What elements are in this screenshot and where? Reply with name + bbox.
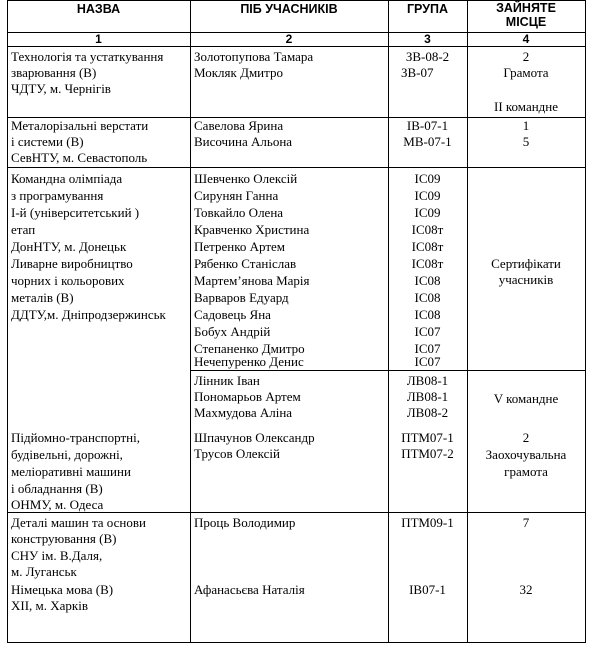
participant-name: Товкайло Олена (194, 205, 284, 220)
grid-line (467, 0, 468, 643)
participant-name: Проць Володимир (194, 515, 296, 530)
grid-line (7, 0, 8, 643)
place-value: Сертифікати (491, 256, 561, 271)
section-name-line: м. Луганськ (11, 564, 77, 579)
group-code: ПТМ07-1 (401, 430, 454, 445)
column-number: 1 (95, 32, 102, 46)
participant-name: Сирунян Ганна (194, 188, 279, 203)
place-value: 2 (522, 430, 530, 445)
section-name-line: металів (В) (11, 290, 74, 305)
place-value: учасників (498, 272, 554, 287)
section-name-line: І-й (університетський ) (11, 205, 140, 220)
participant-name: Садовець Яна (194, 307, 271, 322)
place-value: ІІ командне (493, 99, 559, 114)
group-code: ІС08 (414, 307, 441, 322)
column-number: 2 (285, 32, 293, 46)
header-group: ГРУПА (406, 2, 449, 16)
grid-line (190, 370, 586, 371)
section-name-line: етап (11, 222, 36, 237)
section-name-line: і обладнання (В) (11, 481, 103, 496)
group-code: ЗВ-08-2 (405, 49, 450, 64)
section-name-line: ДДТУ,м. Дніпродзержинськ (11, 307, 166, 322)
group-code: ІС09 (414, 188, 441, 203)
group-code: ПТМ09-1 (401, 515, 454, 530)
section-name-line: і системи (В) (11, 134, 84, 149)
section-name-line: ДонНТУ, м. Донецьк (11, 239, 127, 254)
place-value: 7 (522, 515, 530, 530)
group-code: МВ-07-1 (403, 134, 452, 149)
group-code: ІС08т (411, 256, 444, 271)
group-code: ЗВ-07 (401, 65, 434, 80)
section-name-line: конструювання (В) (11, 531, 117, 546)
section-name-line: СевНТУ, м. Севастополь (11, 150, 148, 165)
group-code: ІС07 (414, 341, 441, 356)
group-code: ІС08т (411, 239, 444, 254)
participant-name: Бобух Андрій (194, 324, 271, 339)
section-name-line: Командна олімпіада (11, 171, 123, 186)
grid-line (7, 167, 586, 168)
participant-name: Афанасьєва Наталія (194, 582, 305, 597)
section-name-line: Технологія та устаткування (11, 49, 164, 64)
group-code: ІС08т (411, 222, 444, 237)
section-name-line: ОНМУ, м. Одеса (11, 497, 104, 512)
column-number: 3 (424, 32, 431, 46)
participant-name: Рябенко Станіслав (194, 256, 297, 271)
participant-name: Петренко Артем (194, 239, 286, 254)
section-name-line: чорних і кольорових (11, 273, 125, 288)
group-code: ПТМ07-2 (401, 446, 454, 461)
participant-name: Шпачунов Олександр (194, 430, 315, 445)
section-name-line: будівельні, дорожні, (11, 447, 123, 462)
section-name-line: Ливарне виробництво (11, 256, 133, 271)
participant-name: Мартем’янова Марія (194, 273, 310, 288)
participant-name: Височина Альона (194, 134, 293, 149)
participant-name: Мокляк Дмитро (194, 65, 283, 80)
place-value: 5 (522, 134, 530, 149)
section-name-line: зварювання (В) (11, 65, 97, 80)
group-code: ІС07 (414, 354, 441, 369)
place-value: Грамота (503, 65, 549, 80)
group-code: ІС08 (414, 290, 441, 305)
group-code: ІС08 (414, 273, 441, 288)
group-code: ЛВ08-1 (406, 373, 449, 388)
group-code: ЛВ08-1 (406, 389, 449, 404)
place-value: 2 (522, 49, 530, 64)
participant-name: Степаненко Дмитро (194, 341, 305, 356)
header-place-line1: ЗАЙНЯТЕ (496, 1, 556, 15)
place-value: V командне (493, 391, 559, 406)
participant-name: Пономарьов Артем (194, 389, 301, 404)
grid-line (7, 642, 586, 643)
group-code: ІС09 (414, 171, 441, 186)
group-code: ІВ-07-1 (406, 118, 449, 133)
participant-name: Лінник Іван (194, 373, 260, 388)
group-code: ІВ07-1 (409, 582, 446, 597)
place-value: Заохочувальна (485, 447, 567, 462)
header-participants: ПІБ УЧАСНИКІВ (240, 2, 338, 16)
section-name-line: ЧДТУ, м. Чернігів (11, 81, 111, 96)
place-value: 1 (522, 118, 530, 133)
section-name-line: з програмування (11, 188, 104, 203)
place-value: грамота (504, 464, 548, 479)
header-name: НАЗВА (76, 2, 121, 16)
group-code: ЛВ08-2 (406, 405, 449, 420)
section-name-line: меліоративні машини (11, 464, 131, 479)
participant-name: Трусов Олексій (194, 446, 280, 461)
section-name-line: Підйомно-транспортні, (11, 430, 140, 445)
section-name-line: Металорізальні верстати (11, 118, 149, 133)
section-name-line: СНУ ім. В.Даля, (11, 548, 103, 563)
section-name-line: Німецька мова (В) (11, 582, 114, 597)
participant-name: Шевченко Олексій (194, 171, 298, 186)
header-place-line2: МІСЦЕ (505, 15, 547, 29)
participant-name: Махмудова Аліна (194, 405, 293, 420)
participant-name: Савелова Ярина (194, 118, 284, 133)
group-code: ІС07 (414, 324, 441, 339)
grid-line (190, 0, 191, 643)
group-code: ІС09 (414, 205, 441, 220)
column-number: 4 (522, 32, 530, 46)
grid-line (585, 0, 586, 643)
participant-name: Варваров Едуард (194, 290, 289, 305)
participant-name: Кравченко Христина (194, 222, 310, 237)
section-name-line: ХІІ, м. Харків (11, 598, 88, 613)
place-value: 32 (519, 582, 533, 597)
participant-name: Золотопупова Тамара (194, 49, 314, 64)
section-name-line: Деталі машин та основи (11, 515, 146, 530)
participant-name: Нечепуренко Денис (194, 354, 304, 369)
